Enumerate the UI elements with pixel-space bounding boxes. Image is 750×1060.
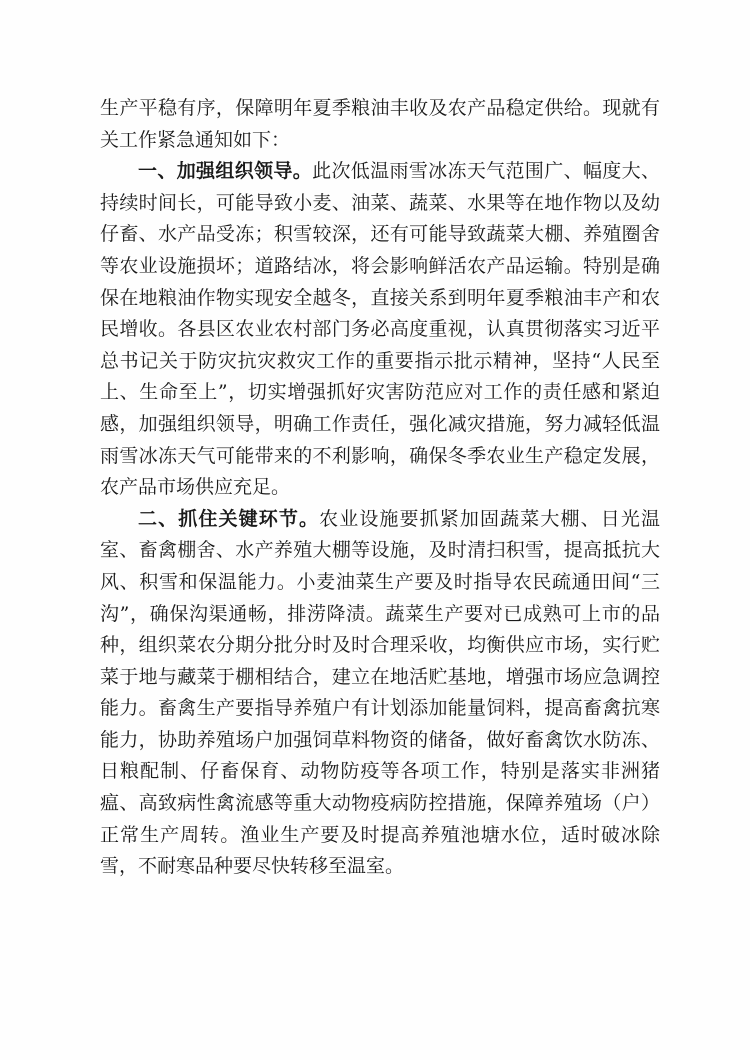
section-1-body: 此次低温雨雪冰冻天气范围广、幅度大、持续时间长，可能导致小麦、油菜、蔬菜、水果等在地作物以及幼仔畜、水产品受冻；积雪较深，还有可能导致蔬菜大棚、养殖圈舍等农业设施损坏；道路结冰，将会影响鲜活农产品运输。特别是确保在地粮油作物实现安全越冬，直接关系到明年夏季粮油丰产和农民增收。各县区农业农村部门务必高度重视，认真贯彻落实习近平总书记关于防灾抗灾救灾工作的重要指示批示精神，坚持“人民至上、生命至上”，切实增强抓好灾害防范应对工作的责任感和紧迫感，加强组织领导，明确工作责任，强化减灾措施，努力减轻低温雨雪冰冻天气可能带来的不利影响，确保冬季农业生产稳定发展，农产品市场供应充足。 <box>100 160 660 499</box>
document-body <box>100 93 660 883</box>
intro-paragraph: 生产平稳有序，保障明年夏季粮油丰收及农产品稳定供给。现就有关工作紧急通知如下： <box>100 97 660 151</box>
section-2-body: 农业设施要抓紧加固蔬菜大棚、日光温室、畜禽棚舍、水产养殖大棚等设施，及时清扫积雪，提高抵抗大风、积雪和保温能力。小麦油菜生产要及时指导农民疏通田间“三沟”，确保沟渠通畅，排涝降渍。蔬菜生产要对已成熟可上市的品种，组织菜农分期分批分时及时合理采收，均衡供应市场，实行贮菜于地与藏菜于棚相结合，建立在地活贮基地，增强市场应急调控能力。畜禽生产要指导养殖户有计划添加能量饲料，提高畜禽抗寒能力，协助养殖场户加强饲草料物资的储备，做好畜禽饮水防冻、日粮配制、仔畜保育、动物防疫等各项工作，特别是落实非洲猪瘟、高致病性禽流感等重大动物疫病防控措施，保障养殖场（户）正常生产周转。渔业生产要及时提高养殖池塘水位，适时破冰除雪，不耐寒品种要尽快转移至温室。 <box>100 507 660 878</box>
section-1-paragraph <box>100 156 660 504</box>
section-2-paragraph <box>100 504 660 883</box>
section-1-heading: 一、加强组织领导。 <box>138 160 313 183</box>
section-2-heading: 二、抓住关键环节。 <box>138 507 320 530</box>
